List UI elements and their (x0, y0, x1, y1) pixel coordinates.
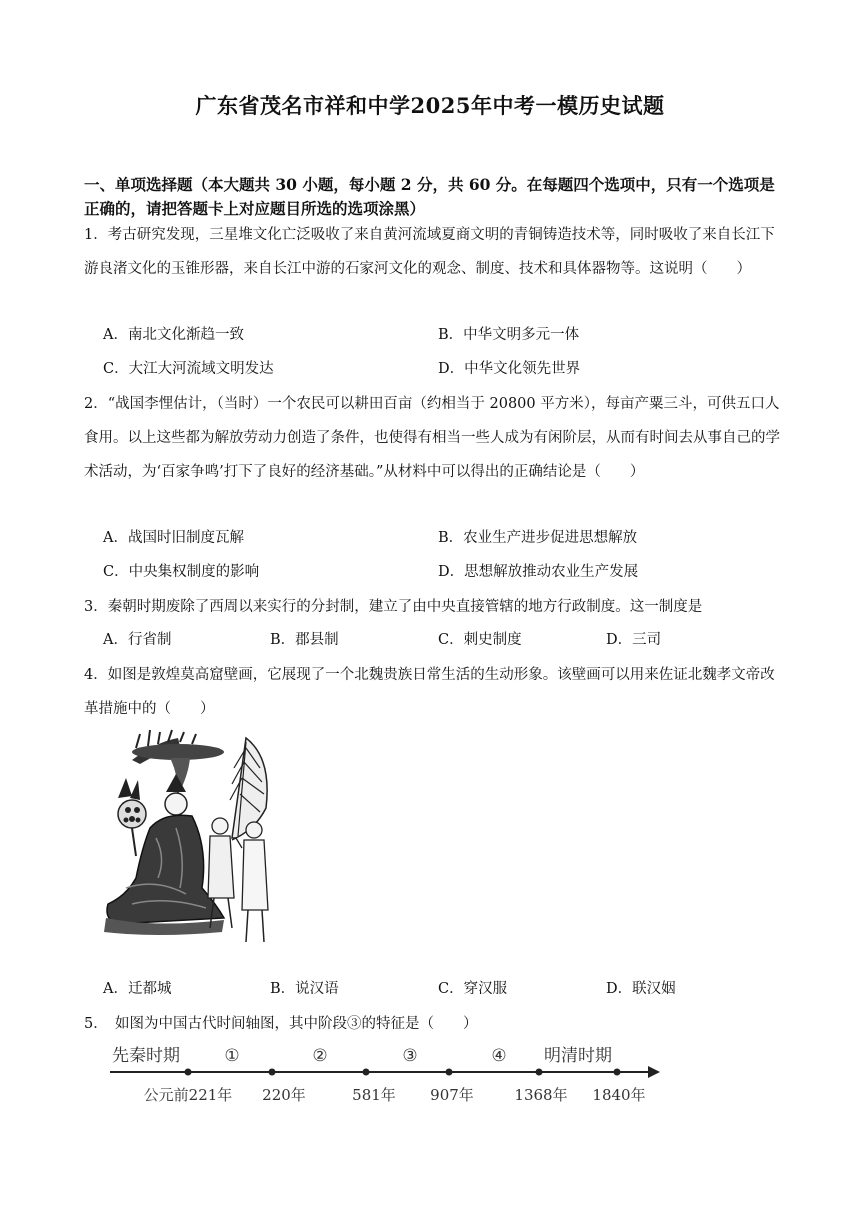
timeline-label-0: 先秦时期 (112, 1046, 180, 1066)
question-1-options-row-1 (84, 321, 784, 349)
option-3d[interactable]: D．三司 (606, 632, 662, 648)
question-2-options-row-1 (84, 524, 784, 552)
dunhuang-mural-illustration (96, 728, 286, 964)
timeline-year-0: 公元前221年 (143, 1086, 233, 1104)
section-heading: 一、单项选择题（本大题共 30 小题，每小题 2 分，共 60 分。在每题四个选项中，只有一个选项是正确的，请把答题卡上对应题目所选的选项涂黑） (84, 175, 775, 218)
option-2c[interactable]: C．中央集权制度的影响 (103, 564, 260, 580)
option-3a[interactable]: A．行省制 (103, 632, 172, 648)
timeline-year-1: 220年 (262, 1086, 306, 1104)
option-3b[interactable]: B．郡县制 (270, 632, 339, 648)
timeline-label-3: ③ (402, 1046, 418, 1066)
option-3c[interactable]: C．刺史制度 (438, 632, 522, 648)
timeline-label-5: 明清时期 (544, 1046, 612, 1066)
question-1-options-row-2 (84, 355, 784, 383)
timeline-label-4: ④ (491, 1046, 507, 1066)
option-2b[interactable]: B．农业生产进步促进思想解放 (438, 530, 638, 546)
option-4c[interactable]: C．穿汉服 (438, 981, 508, 997)
timeline-year-3: 907年 (430, 1086, 474, 1104)
timeline-dot (536, 1069, 543, 1076)
question-3-stem: 3．秦朝时期废除了西周以来实行的分封制，建立了由中央直接管辖的地方行政制度。这一制度是 (84, 599, 703, 615)
option-2a[interactable]: A．战国时旧制度瓦解 (103, 530, 244, 546)
question-4-stem: 4．如图是敦煌莫高窟壁画，它展现了一个北魏贵族日常生活的生动形象。该壁画可以用来佐证北魏孝文帝改革措施中的（ ） (84, 667, 775, 717)
timeline-label-2: ② (312, 1046, 328, 1066)
timeline-dot (446, 1069, 453, 1076)
question-2-options-row-2 (84, 558, 784, 586)
option-4a[interactable]: A．迁都城 (103, 981, 172, 997)
timeline-label-1: ① (224, 1046, 240, 1066)
question-4-options-row (84, 975, 784, 1003)
timeline-year-5: 1840年 (592, 1086, 646, 1104)
timeline-dot (185, 1069, 192, 1076)
question-3-options-row (84, 626, 784, 654)
question-5-stem: 5． 如图为中国古代时间轴图，其中阶段③的特征是（ ） (84, 1016, 478, 1032)
option-1c[interactable]: C．大江大河流域文明发达 (103, 361, 274, 377)
timeline-year-2: 581年 (352, 1086, 396, 1104)
timeline-dot (614, 1069, 621, 1076)
timeline-dot (269, 1069, 276, 1076)
question-2-stem: 2．“战国李悝估计，（当时）一个农民可以耕田百亩（约相当于 20800 平方米），每亩产粟三斗，可供五口人食用。以上这些都为解放劳动力创造了条件，也使得有相当一些人成为有闲阶层，从而有时间去从事自己的学术活动，为‘百家争鸣’打下了良好的经济基础。”从材料中可以得出的正确结论是（ ） (84, 396, 780, 480)
option-2d[interactable]: D．思想解放推动农业生产发展 (438, 564, 639, 580)
option-1d[interactable]: D．中华文化领先世界 (438, 361, 581, 377)
timeline-figure (104, 1040, 664, 1120)
timeline-year-4: 1368年 (514, 1086, 568, 1104)
page-title: 广东省茂名市祥和中学2025年中考一模历史试题 (195, 93, 665, 118)
option-4d[interactable]: D．联汉姻 (606, 981, 676, 997)
option-1b[interactable]: B．中华文明多元一体 (438, 327, 580, 343)
question-1-stem: 1．考古研究发现，三星堆文化亡泛吸收了来自黄河流域夏商文明的青铜铸造技术等，同时吸收了来自长江下游良渚文化的玉锥形器，来自长江中游的石家河文化的观念、制度、技术和具体器物等。这说明（ ） (84, 227, 775, 277)
option-4b[interactable]: B．说汉语 (270, 981, 339, 997)
timeline-arrow (648, 1066, 660, 1078)
option-1a[interactable]: A．南北文化渐趋一致 (103, 327, 244, 343)
timeline-dot (363, 1069, 370, 1076)
